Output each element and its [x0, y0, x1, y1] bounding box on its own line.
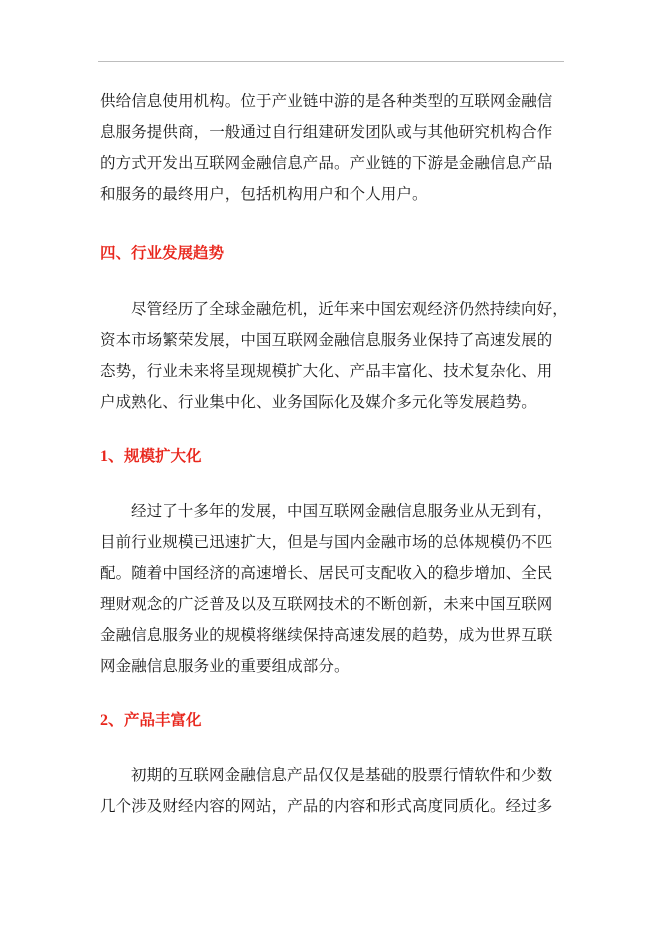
text-line: 经过了十多年的发展，中国互联网金融信息服务业从无到有， — [131, 502, 553, 520]
subheading-number: 2、 — [100, 712, 125, 729]
text-line: 目前行业规模已迅速扩大，但是与国内金融市场的总体规模仍不匹 — [100, 533, 553, 551]
text-line: 尽管经历了全球金融危机，近年来中国宏观经济仍然持续向好， — [131, 300, 568, 318]
document-body — [100, 86, 568, 822]
subheading-number: 1、 — [100, 448, 125, 465]
scale-paragraph — [100, 496, 562, 682]
text-line: 理财观念的广泛普及以及互联网技术的不断创新，未来中国互联网 — [100, 595, 553, 613]
subheading-title: 规模扩大化 — [124, 447, 202, 465]
text-line: 配。随着中国经济的高速增长、居民可支配收入的稳步增加、全民 — [100, 564, 553, 582]
section-heading: 四、行业发展趋势 — [100, 244, 225, 262]
text-line: 和服务的最终用户，包括机构用户和个人用户。 — [100, 185, 428, 203]
text-line: 态势，行业未来将呈现规模扩大化、产品丰富化、技术复杂化、用 — [100, 362, 553, 380]
text-line: 息服务提供商，一般通过自行组建研发团队或与其他研究机构合作 — [100, 123, 553, 141]
text-line: 资本市场繁荣发展，中国互联网金融信息服务业保持了高速发展的 — [100, 331, 553, 349]
intro-paragraph — [100, 86, 562, 210]
subheading-title: 产品丰富化 — [124, 711, 202, 729]
text-line: 网金融信息服务业的重要组成部分。 — [100, 657, 350, 675]
text-line: 户成熟化、行业集中化、业务国际化及媒介多元化等发展趋势。 — [100, 393, 537, 411]
subheading-products — [100, 705, 562, 736]
text-line: 供给信息使用机构。位于产业链中游的是各种类型的互联网金融信 — [100, 92, 553, 110]
products-paragraph — [100, 760, 562, 822]
header-rule — [98, 61, 564, 62]
text-line: 几个涉及财经内容的网站，产品的内容和形式高度同质化。经过多 — [100, 797, 553, 815]
section-paragraph — [100, 294, 568, 418]
subheading-scale — [100, 441, 562, 472]
text-line: 金融信息服务业的规模将继续保持高速发展的趋势，成为世界互联 — [100, 626, 553, 644]
text-line: 初期的互联网金融信息产品仅仅是基础的股票行情软件和少数 — [131, 766, 553, 784]
text-line: 的方式开发出互联网金融信息产品。产业链的下游是金融信息产品 — [100, 154, 553, 172]
